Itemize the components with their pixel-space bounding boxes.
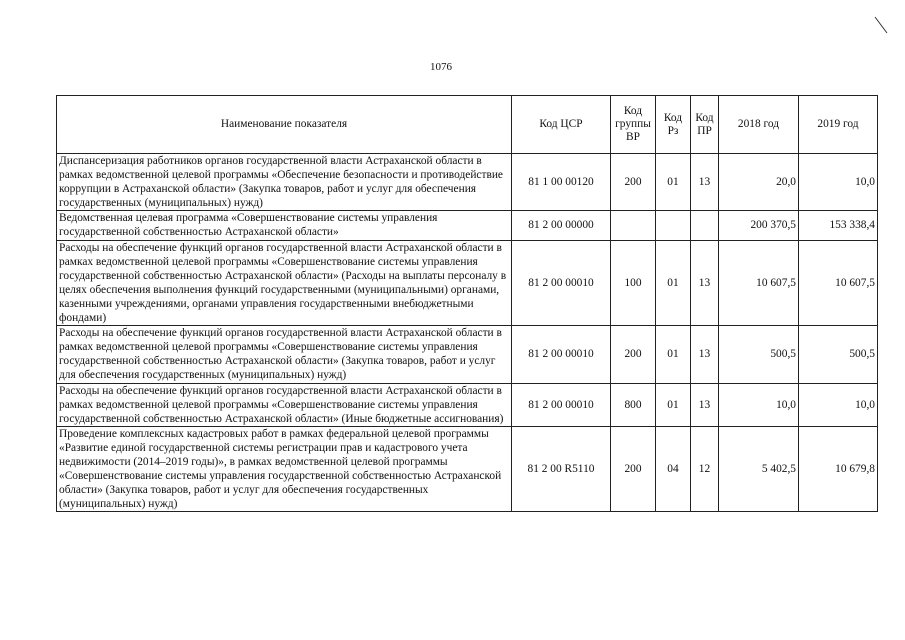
header-2019: 2019 год <box>799 96 878 154</box>
page-number: 1076 <box>430 61 452 73</box>
header-vr: Код группы ВР <box>611 96 656 154</box>
row-2018: 10,0 <box>719 383 799 426</box>
row-name: Проведение комплексных кадастровых работ в рамках федеральной целевой программы «Развитие единой государственной системы регистрации прав и кадастрового учета недвижимости (2014–2019 годы)», в рамках ведомственной целевой программы «Совершенствование системы управления государственной собственностью Астраханской области» (Закупка товаров, работ и услуг для обеспечения государственных (муниципальных) нужд) <box>57 426 512 512</box>
row-csr: 81 2 00 00010 <box>512 383 611 426</box>
row-2019: 10 679,8 <box>799 426 878 512</box>
row-csr: 81 2 00 00000 <box>512 211 611 240</box>
row-2019: 10,0 <box>799 154 878 211</box>
header-csr: Код ЦСР <box>512 96 611 154</box>
row-rz: 01 <box>656 383 691 426</box>
row-vr: 200 <box>611 326 656 383</box>
row-name: Ведомственная целевая программа «Совершенствование системы управления государственной собственностью Астраханской области» <box>57 211 512 240</box>
row-vr: 200 <box>611 426 656 512</box>
row-csr: 81 1 00 00120 <box>512 154 611 211</box>
row-2018: 10 607,5 <box>719 240 799 326</box>
header-pr: Код ПР <box>691 96 719 154</box>
header-2018: 2018 год <box>719 96 799 154</box>
row-pr: 13 <box>691 240 719 326</box>
row-vr: 200 <box>611 154 656 211</box>
row-pr: 12 <box>691 426 719 512</box>
row-csr: 81 2 00 R5110 <box>512 426 611 512</box>
row-2018: 500,5 <box>719 326 799 383</box>
row-pr: 13 <box>691 383 719 426</box>
table-row <box>57 426 878 512</box>
table-row <box>57 240 878 326</box>
row-2018: 200 370,5 <box>719 211 799 240</box>
table-row <box>57 211 878 240</box>
row-2019: 10 607,5 <box>799 240 878 326</box>
scan-mark <box>870 14 892 36</box>
budget-table <box>56 95 878 512</box>
table-row <box>57 383 878 426</box>
row-vr: 800 <box>611 383 656 426</box>
row-rz: 01 <box>656 240 691 326</box>
row-pr <box>691 211 719 240</box>
row-vr <box>611 211 656 240</box>
row-csr: 81 2 00 00010 <box>512 240 611 326</box>
table-row <box>57 326 878 383</box>
row-rz: 01 <box>656 326 691 383</box>
row-name: Расходы на обеспечение функций органов государственной власти Астраханской области в рамках ведомственной целевой программы «Совершенствование системы управления государственной собственностью Астраханской области» (Расходы на выплаты персоналу в целях обеспечения выполнения функций государственными (муниципальными) органами, казенными учреждениями, органами управления государственными внебюджетными фондами) <box>57 240 512 326</box>
row-2018: 5 402,5 <box>719 426 799 512</box>
row-vr: 100 <box>611 240 656 326</box>
row-2019: 10,0 <box>799 383 878 426</box>
row-2018: 20,0 <box>719 154 799 211</box>
row-name: Расходы на обеспечение функций органов государственной власти Астраханской области в рамках ведомственной целевой программы «Совершенствование системы управления государственной собственностью Астраханской области» (Иные бюджетные ассигнования) <box>57 383 512 426</box>
header-name: Наименование показателя <box>57 96 512 154</box>
row-rz <box>656 211 691 240</box>
row-name: Диспансеризация работников органов государственной власти Астраханской области в рамках ведомственной целевой программы «Обеспечение безопасности и противодействие коррупции в Астраханской области» (Закупка товаров, работ и услуг для обеспечения государственных (муниципальных) нужд) <box>57 154 512 211</box>
row-name: Расходы на обеспечение функций органов государственной власти Астраханской области в рамках ведомственной целевой программы «Совершенствование системы управления государственной собственностью Астраханской области» (Закупка товаров, работ и услуг для обеспечения государственных (муниципальных) нужд) <box>57 326 512 383</box>
row-2019: 500,5 <box>799 326 878 383</box>
table-row <box>57 154 878 211</box>
row-2019: 153 338,4 <box>799 211 878 240</box>
row-rz: 04 <box>656 426 691 512</box>
header-rz: Код Рз <box>656 96 691 154</box>
row-pr: 13 <box>691 326 719 383</box>
row-csr: 81 2 00 00010 <box>512 326 611 383</box>
header-row <box>57 96 878 154</box>
row-rz: 01 <box>656 154 691 211</box>
row-pr: 13 <box>691 154 719 211</box>
